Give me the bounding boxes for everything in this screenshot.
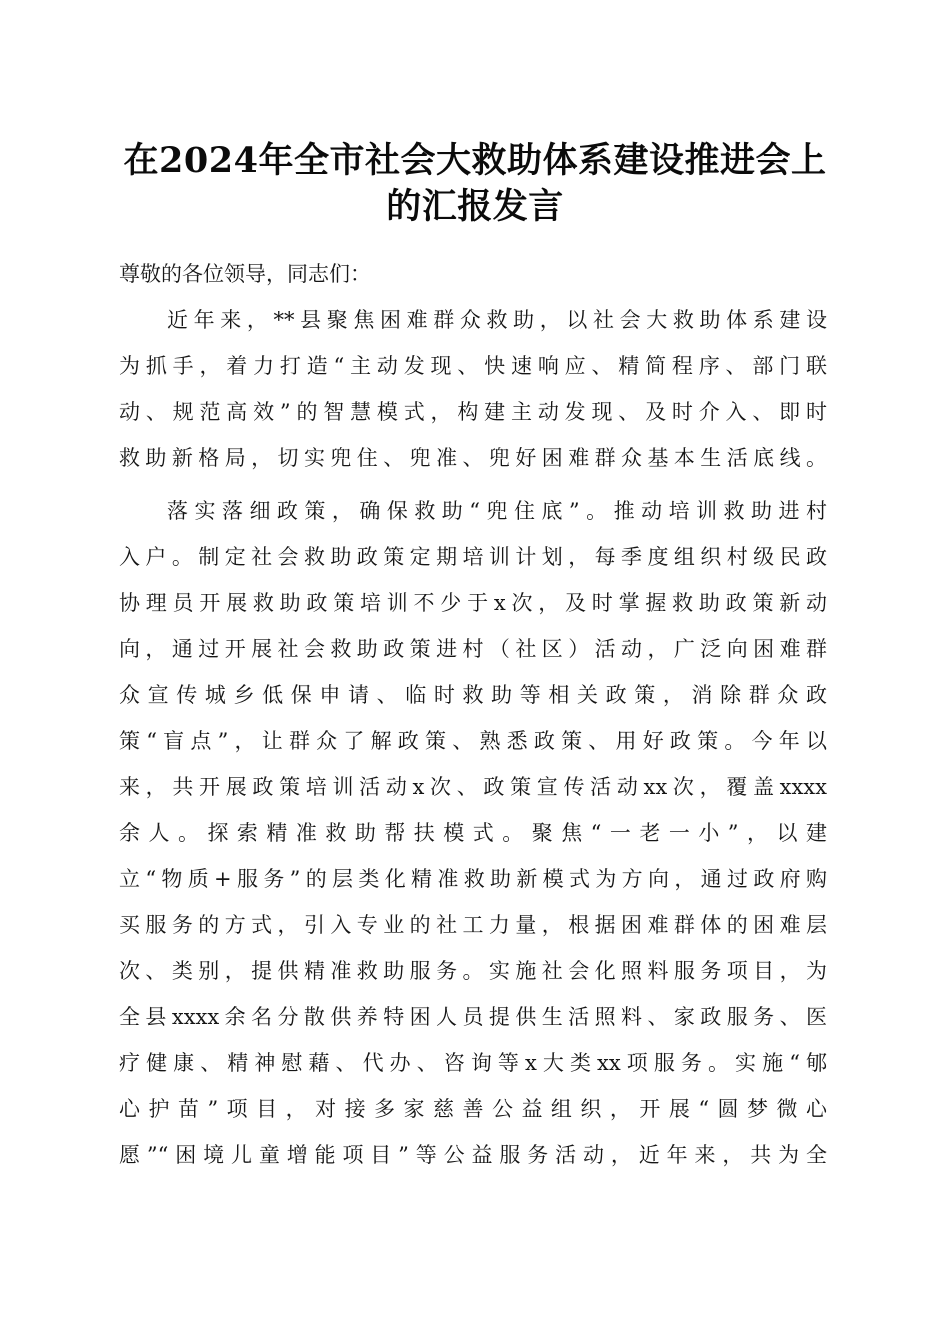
paragraph-line: 众宣传城乡低保申请、临时救助等相关政策，消除群众政 bbox=[119, 683, 827, 707]
paragraph-line: 愿”“困境儿童增能项目”等公益服务活动，近年来，共为全 bbox=[119, 1143, 827, 1167]
paragraph-line: 次、类别，提供精准救助服务。实施社会化照料服务项目，为 bbox=[119, 959, 827, 983]
paragraph-line: 疗健康、精神慰藉、代办、咨询等x大类xx项服务。实施“郇 bbox=[119, 1051, 827, 1075]
paragraph-line: 余人。探索精准救助帮扶模式。聚焦“一老一小”，以建 bbox=[119, 821, 827, 845]
paragraph-line: 动、规范高效”的智慧模式，构建主动发现、及时介入、即时 bbox=[119, 400, 827, 424]
document-title-line-2: 的汇报发言 bbox=[386, 186, 564, 227]
paragraph-line: 协理员开展救助政策培训不少于x次，及时掌握救助政策新动 bbox=[119, 591, 827, 615]
document-body bbox=[119, 251, 827, 1178]
paragraph-policy bbox=[119, 488, 827, 1178]
paragraph-line: 全县xxxx余名分散供养特困人员提供生活照料、家政服务、医 bbox=[119, 1005, 827, 1029]
paragraph-line: 来，共开展政策培训活动x次、政策宣传活动xx次，覆盖xxxx bbox=[119, 775, 827, 799]
paragraph-line: 策“盲点”，让群众了解政策、熟悉政策、用好政策。今年以 bbox=[119, 729, 827, 753]
document-title-line-1: 在2024年全市社会大救助体系建设推进会上 bbox=[123, 140, 827, 181]
paragraph-line: 救助新格局，切实兜住、兜准、兜好困难群众基本生活底线。 bbox=[119, 446, 827, 470]
paragraph-line: 近年来，**县聚焦困难群众救助，以社会大救助体系建设 bbox=[167, 308, 827, 332]
paragraph-line: 向，通过开展社会救助政策进村（社区）活动，广泛向困难群 bbox=[119, 637, 827, 661]
paragraph-line: 入户。制定社会救助政策定期培训计划，每季度组织村级民政 bbox=[119, 545, 827, 569]
paragraph-line: 立“物质+服务”的层类化精准救助新模式为方向，通过政府购 bbox=[119, 867, 827, 891]
paragraph-line: 心护苗”项目，对接多家慈善公益组织，开展“圆梦微心 bbox=[119, 1097, 827, 1121]
paragraph-intro bbox=[119, 297, 827, 481]
paragraph-spacer bbox=[119, 481, 827, 488]
paragraph-line: 为抓手，着力打造“主动发现、快速响应、精简程序、部门联 bbox=[119, 354, 827, 378]
paragraph-line: 落实落细政策，确保救助“兜住底”。推动培训救助进村 bbox=[167, 499, 827, 523]
paragraph-line: 买服务的方式，引入专业的社工力量，根据困难群体的困难层 bbox=[119, 913, 827, 937]
salutation: 尊敬的各位领导，同志们： bbox=[119, 262, 371, 286]
